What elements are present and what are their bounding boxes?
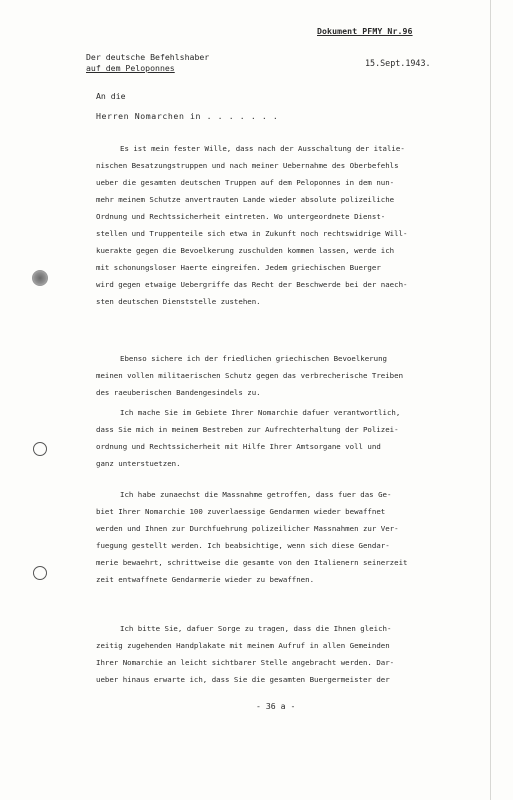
paragraph	[96, 350, 448, 401]
paragraph	[96, 140, 448, 310]
paragraph-line: Ich habe zunaechst die Massnahme getroffen, dass fuer das Ge-	[120, 490, 392, 499]
paragraph-line: kuerakte gegen die Bevoelkerung zuschulden kommen lassen, werde ich	[96, 246, 395, 255]
paragraph-line: merie bewaehrt, schrittweise die gesamte von den Italienern seinerzeit	[96, 558, 408, 567]
paragraph-line: dass Sie mich in meinem Bestreben zur Aufrechterhaltung der Polizei-	[96, 425, 399, 434]
paragraph-line: Ebenso sichere ich der friedlichen griechischen Bevoelkerung	[120, 354, 387, 363]
page-edge	[490, 0, 491, 800]
paragraph-line: zeitig zugehenden Handplakate mit meinem Aufruf in allen Gemeinden	[96, 641, 390, 650]
sender-line: auf dem Peloponnes	[86, 63, 175, 73]
punch-hole	[33, 442, 47, 456]
document-date: 15.Sept.1943.	[365, 58, 431, 68]
paragraph-line: mit schonungsloser Haerte eingreifen. Jedem griechischen Buerger	[96, 263, 381, 272]
paragraph-line: Ich bitte Sie, dafuer Sorge zu tragen, dass die Ihnen gleich-	[120, 624, 392, 633]
paragraph-line: meinen vollen militaerischen Schutz gegen das verbrecherische Treiben	[96, 371, 404, 380]
paragraph-line: ganz unterstuetzen.	[96, 459, 181, 468]
paragraph-line: ueber die gesamten deutschen Truppen auf dem Peloponnes in dem nun-	[96, 178, 395, 187]
paragraph-line: nischen Besatzungstruppen und nach meiner Uebernahme des Oberbefehls	[96, 161, 399, 170]
sender-block	[86, 52, 209, 74]
paragraph-line: Ich mache Sie im Gebiete Ihrer Nomarchie dafuer verantwortlich,	[120, 408, 401, 417]
paragraph	[96, 620, 448, 688]
paragraph-line: biet Ihrer Nomarchie 100 zuverlaessige Gendarmen wieder bewaffnet	[96, 507, 386, 516]
punch-hole	[32, 270, 48, 286]
addressee-line: An die	[96, 91, 126, 101]
paragraph-line: des raeuberischen Bandengesindels zu.	[96, 388, 261, 397]
page-number: - 36 a -	[256, 701, 296, 711]
paragraph-line: wird gegen etwaige Uebergriffe das Recht der Beschwerde bei der naech-	[96, 280, 408, 289]
paragraph-line: ueber hinaus erwarte ich, dass Sie die gesamten Buergermeister der	[96, 675, 390, 684]
paragraph-line: Ordnung und Rechtssicherheit eintreten. Wo untergeordnete Dienst-	[96, 212, 386, 221]
paragraph-line: werden und Ihnen zur Durchfuehrung polizeilicher Massnahmen zur Ver-	[96, 524, 399, 533]
paragraph-line: Ihrer Nomarchie an leicht sichtbarer Stelle angebracht werden. Dar-	[96, 658, 395, 667]
document-reference: Dokument PFMY Nr.96	[317, 26, 413, 36]
punch-hole	[33, 566, 47, 580]
paragraph-line: Es ist mein fester Wille, dass nach der Ausschaltung der italie-	[120, 144, 405, 153]
paragraph-line: stellen und Truppenteile sich etwa in Zukunft noch rechtswidrige Will-	[96, 229, 408, 238]
paragraph	[96, 404, 448, 472]
paragraph	[96, 486, 448, 588]
sender-line: Der deutsche Befehlshaber	[86, 52, 210, 62]
paragraph-line: sten deutschen Dienststelle zustehen.	[96, 297, 261, 306]
addressee-line: Herren Nomarchen in . . . . . . .	[96, 111, 279, 121]
paragraph-line: mehr meinem Schutze anvertrauten Lande wieder absolute polizeiliche	[96, 195, 395, 204]
paragraph-line: ordnung und Rechtssicherheit mit Hilfe Ihrer Amtsorgane voll und	[96, 442, 381, 451]
paragraph-line: fuegung gestellt werden. Ich beabsichtige, wenn sich diese Gendar-	[96, 541, 390, 550]
paragraph-line: zeit entwaffnete Gendarmerie wieder zu bewaffnen.	[96, 575, 315, 584]
